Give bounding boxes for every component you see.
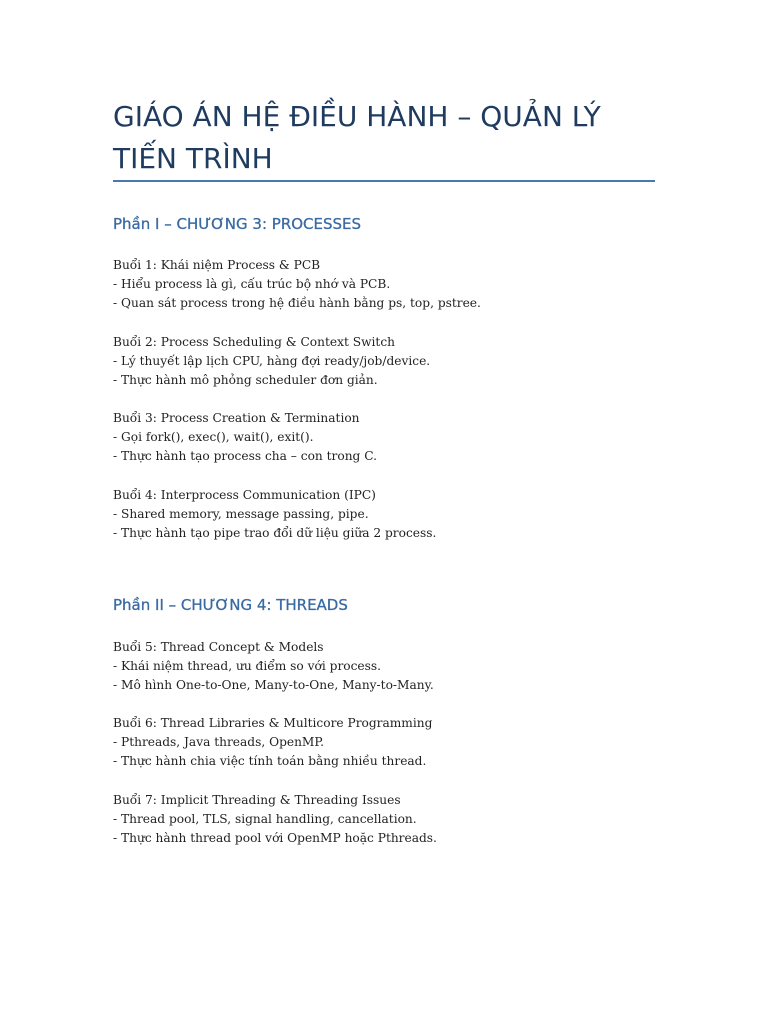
session-title: Buổi 5: Thread Concept & Models — [113, 640, 324, 654]
document-title — [113, 96, 673, 180]
session-block-6 — [113, 714, 673, 771]
session-item: - Thực hành mô phỏng scheduler đơn giản. — [113, 373, 378, 387]
session-item: - Gọi fork(), exec(), wait(), exit(). — [113, 430, 314, 444]
session-title: Buổi 6: Thread Libraries & Multicore Programming — [113, 716, 433, 730]
session-item: - Thực hành thread pool với OpenMP hoặc Pthreads. — [113, 831, 437, 845]
session-title: Buổi 2: Process Scheduling & Context Switch — [113, 335, 396, 349]
session-block-5 — [113, 638, 673, 695]
session-block-4 — [113, 486, 673, 543]
session-item: - Thực hành tạo pipe trao đổi dữ liệu giữa 2 process. — [113, 526, 437, 540]
session-item: - Pthreads, Java threads, OpenMP. — [113, 735, 325, 749]
section-heading-part-1: Phần I – CHƯƠNG 3: PROCESSES — [113, 215, 362, 233]
session-item: - Hiểu process là gì, cấu trúc bộ nhớ và PCB. — [113, 277, 391, 291]
session-item: - Mô hình One-to-One, Many-to-One, Many-to-Many. — [113, 678, 434, 692]
session-item: - Thread pool, TLS, signal handling, cancellation. — [113, 812, 417, 826]
session-block-2 — [113, 333, 673, 390]
session-item: - Lý thuyết lập lịch CPU, hàng đợi ready/job/device. — [113, 354, 431, 368]
section-heading-part-2: Phần II – CHƯƠNG 4: THREADS — [113, 596, 348, 614]
document-title-line-1: GIÁO ÁN HỆ ĐIỀU HÀNH – QUẢN LÝ — [113, 100, 601, 133]
session-item: - Shared memory, message passing, pipe. — [113, 507, 369, 521]
session-block-1 — [113, 256, 673, 313]
session-item: - Khái niệm thread, ưu điểm so với process. — [113, 659, 382, 673]
session-title: Buổi 4: Interprocess Communication (IPC) — [113, 488, 376, 502]
session-block-7 — [113, 791, 673, 848]
session-item: - Thực hành chia việc tính toán bằng nhiều thread. — [113, 754, 427, 768]
session-item: - Thực hành tạo process cha – con trong C. — [113, 449, 377, 463]
title-underline — [113, 180, 655, 182]
document-title-line-2: TIẾN TRÌNH — [113, 142, 273, 175]
session-title: Buổi 1: Khái niệm Process & PCB — [113, 258, 321, 272]
session-title: Buổi 3: Process Creation & Termination — [113, 411, 360, 425]
session-title: Buổi 7: Implicit Threading & Threading Issues — [113, 793, 401, 807]
session-item: - Quan sát process trong hệ điều hành bằng ps, top, pstree. — [113, 296, 481, 310]
session-block-3 — [113, 409, 673, 466]
